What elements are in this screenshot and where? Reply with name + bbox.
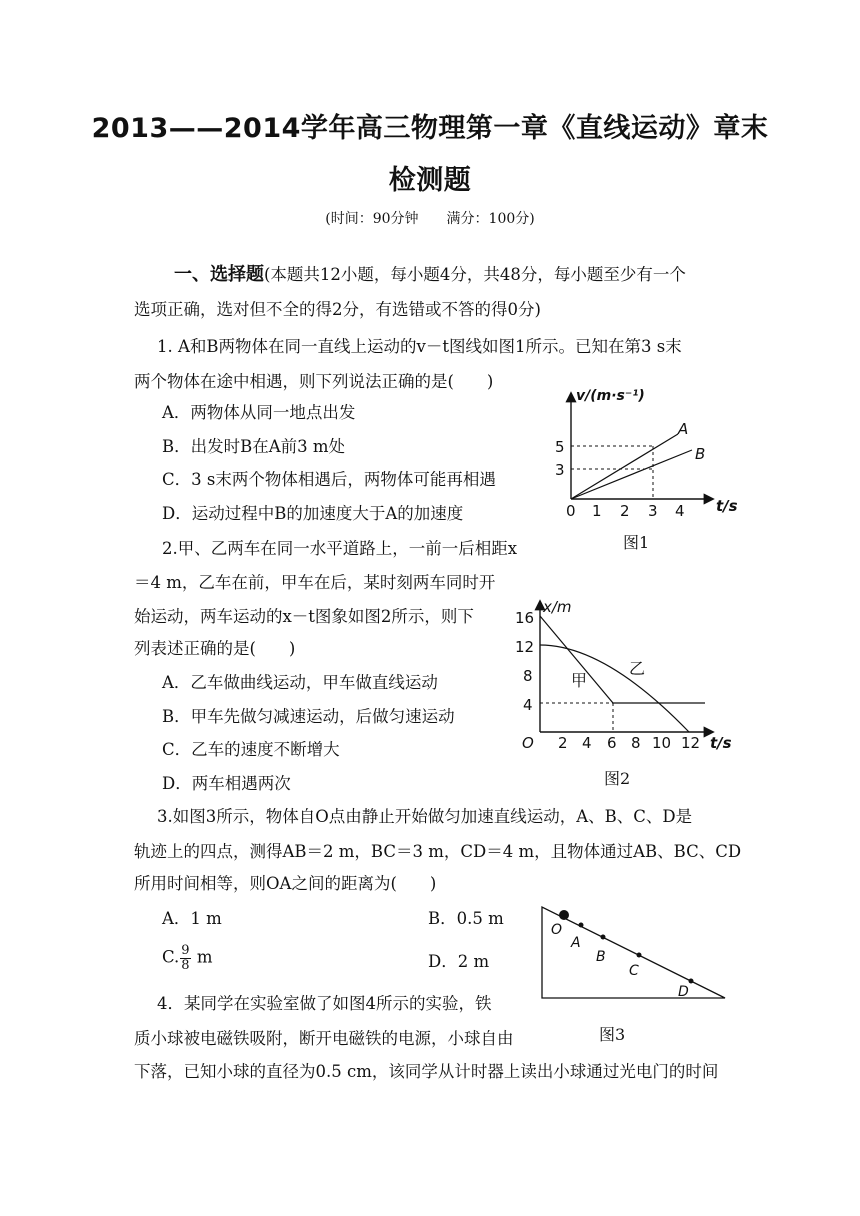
fig3-point-d [689,979,694,984]
q2-stem-line4: 列表述正确的是( ) [134,639,296,658]
fig2-xtick-6: 6 [607,734,617,752]
fig2-label-jia: 甲 [571,671,588,690]
fig2-xtick-10: 10 [652,734,672,752]
q3-option-c-unit: m [196,947,213,967]
fig1-xtick-1: 1 [592,502,602,520]
fig2-ytick-16: 16 [515,609,535,627]
section-heading-row [174,266,686,284]
figure-1-caption: 图1 [623,533,650,552]
q4-stem-line2: 质小球被电磁铁吸附，断开电磁铁的电源，小球自由 [134,1029,514,1048]
fig2-y-label: x/m [543,598,572,616]
fig2-label-yi: 乙 [629,659,646,678]
fig3-label-d: D [678,984,689,1000]
q2-option-c: C．乙车的速度不断增大 [162,740,340,759]
fig3-label-b: B [596,949,606,965]
fig2-xtick-4: 4 [582,734,592,752]
fig1-label-b: B [695,445,706,463]
q3-option-c [162,944,212,972]
q3-option-a: A．1 m [162,909,222,928]
q2-option-b: B．甲车先做匀减速运动，后做匀速运动 [162,707,455,726]
fig2-xtick-2: 2 [558,734,568,752]
section-description: (本题共12小题，每小题4分，共48分，每小题至少有一个 [264,265,686,284]
q4-stem-line3: 下落，已知小球的直径为0.5 cm，该同学从计时器上读出小球通过光电门的时间 [134,1062,719,1081]
fig1-xtick-3: 3 [648,502,658,520]
fig3-point-a [579,923,584,928]
q1-option-c: C．3 s末两个物体相遇后，两物体可能再相遇 [162,470,496,489]
q3-option-c-prefix: C. [162,947,180,967]
fig3-label-a: A [571,935,581,951]
figure-3-caption: 图3 [599,1025,626,1044]
q2-option-a: A．乙车做曲线运动，甲车做直线运动 [162,673,438,692]
q3-option-b: B．0.5 m [428,909,504,928]
q1-option-d: D．运动过程中B的加速度大于A的加速度 [162,504,464,523]
fig3-incline-triangle [542,907,725,998]
fig1-xtick-2: 2 [620,502,630,520]
fig3-label-o: O [551,922,563,938]
fig2-x-label: t/s [710,734,732,752]
fig2-ytick-4: 4 [523,696,533,714]
fig1-ytick-3: 3 [555,461,565,479]
figure-2-caption: 图2 [604,769,631,788]
fig2-xtick-8: 8 [631,734,641,752]
page-title: 2013——2014学年高三物理第一章《直线运动》章末 [91,113,769,144]
q3-option-d: D．2 m [428,952,490,971]
q3-stem-line2: 轨迹上的四点，测得AB＝2 m，BC＝3 m，CD＝4 m，且物体通过AB、BC、CD [134,842,742,861]
fig2-curve-yi [540,645,689,732]
figure-1-vt-graph [540,380,740,520]
fig1-line-b [571,450,692,499]
fig2-xtick-12: 12 [681,734,701,752]
fig3-point-c [637,953,642,958]
q3-option-c-denominator: 8 [181,957,190,973]
fig2-ytick-12: 12 [515,638,535,656]
figure-3-incline [535,900,735,1005]
q2-stem-line1: 2.甲、乙两车在同一水平道路上，一前一后相距x [162,539,518,558]
fig2-ytick-8: 8 [523,667,533,685]
fig3-ball [559,910,569,920]
fig3-label-c: C [629,963,639,979]
fig1-line-a [571,434,678,499]
fig1-label-a: A [678,420,689,438]
page-title-line2: 检测题 [388,165,472,196]
q2-option-d: D．两车相遇两次 [162,774,291,793]
exam-info: (时间：90分钟 满分：100分) [325,211,535,227]
fig1-xtick-0: 0 [566,502,576,520]
q2-stem-line3: 始运动，两车运动的x－t图象如图2所示，则下 [134,607,474,626]
fig1-y-label: v/(m·s⁻¹) [576,388,645,404]
q2-stem-line2: ＝4 m，乙车在前，甲车在后，某时刻两车同时开 [134,573,496,592]
q3-option-c-fraction [180,944,190,972]
fig1-xtick-4: 4 [675,502,685,520]
fig2-curve-jia [540,616,705,703]
q1-option-a: A．两物体从同一地点出发 [162,403,356,422]
q1-stem-line2: 两个物体在途中相遇，则下列说法正确的是( ) [134,372,494,391]
section-description-line2: 选项正确，选对但不全的得2分，有选错或不答的得0分) [134,300,541,319]
q3-stem-line3: 所用时间相等，则OA之间的距离为( ) [134,874,437,893]
q1-option-b: B．出发时B在A前3 m处 [162,437,346,456]
fig2-origin: O [522,734,534,752]
fig1-x-label: t/s [716,497,738,515]
figure-2-xt-graph [505,596,740,756]
q3-stem-line1: 3.如图3所示，物体自O点由静止开始做匀加速直线运动，A、B、C、D是 [157,807,693,826]
section-heading: 一、选择题 [174,264,264,285]
fig3-point-b [601,935,606,940]
fig1-ytick-5: 5 [555,438,565,456]
q4-stem-line1: 4．某同学在实验室做了如图4所示的实验，铁 [157,994,492,1013]
q1-stem-line1: 1. A和B两物体在同一直线上运动的v－t图线如图1所示。已知在第3 s末 [157,337,682,356]
q3-option-c-numerator: 9 [181,943,190,958]
